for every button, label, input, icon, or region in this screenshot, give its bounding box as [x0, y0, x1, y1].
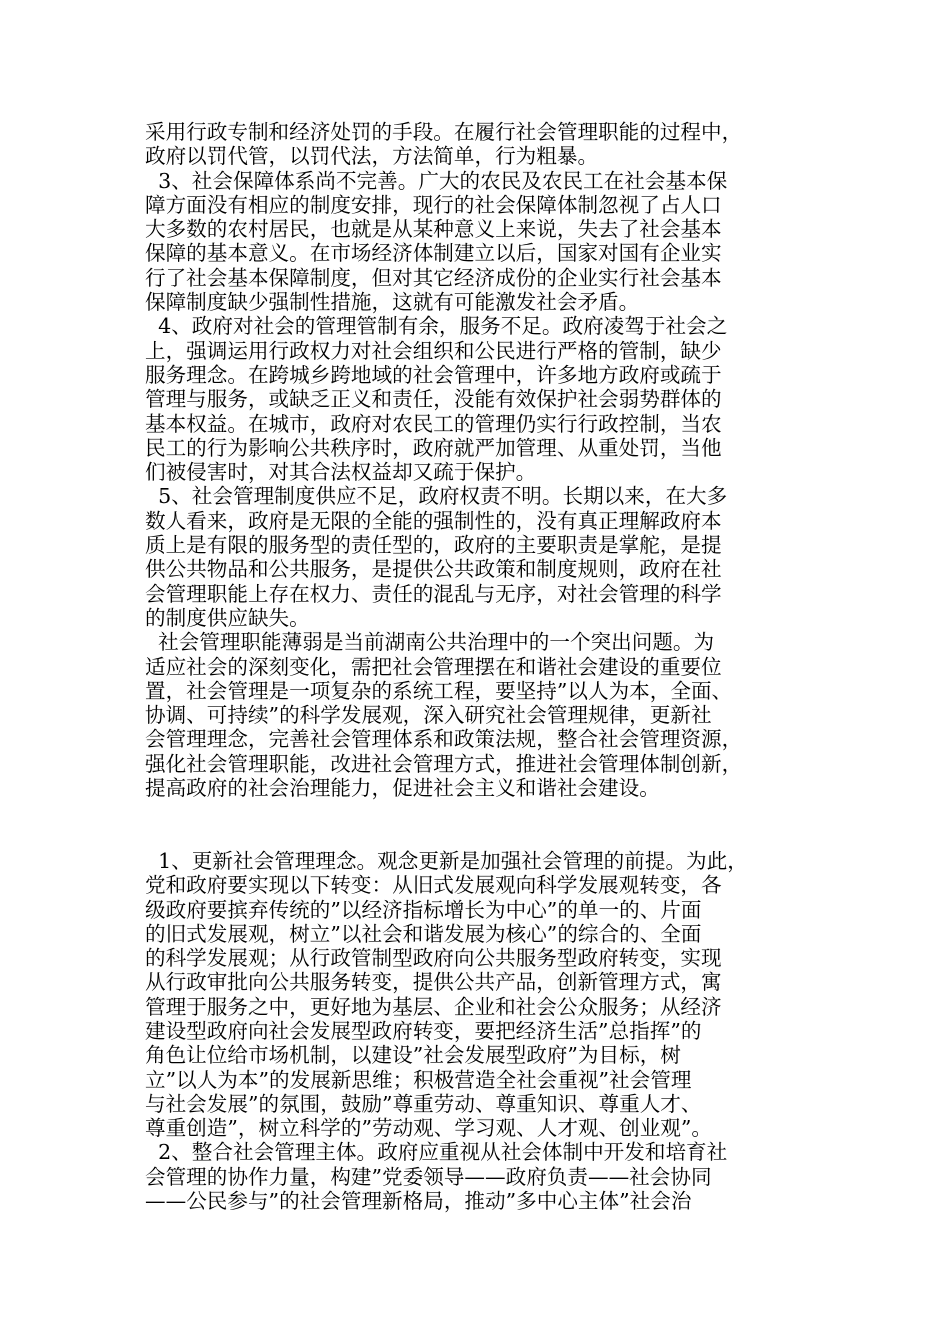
text-line: 质上是有限的服务型的责任型的，政府的主要职责是掌舵，是提 — [145, 533, 722, 558]
text-line: 置，社会管理是一项复杂的系统工程，要坚持”以人为本，全面、 — [145, 678, 733, 703]
text-line: 的科学发展观；从行政管制型政府向公共服务型政府转变，实现 — [145, 946, 722, 971]
paragraph — [145, 484, 805, 630]
text-line: 4、政府对社会的管理管制有余，服务不足。政府凌驾于社会之 — [145, 314, 728, 339]
text-line: 强化社会管理职能，改进社会管理方式，推进社会管理体制创新， — [145, 751, 743, 776]
text-line: 基本权益。在城市，政府对农民工的管理仍实行行政控制，当农 — [145, 411, 722, 436]
text-line: 管理于服务之中，更好地为基层、企业和社会公众服务；从经济 — [145, 994, 722, 1019]
paragraph — [145, 120, 805, 169]
text-line: 大多数的农村居民，也就是从某种意义上来说，失去了社会基本 — [145, 217, 722, 242]
text-line: 会管理职能上存在权力、责任的混乱与无序，对社会管理的科学 — [145, 581, 722, 606]
text-line: 采用行政专制和经济处罚的手段。在履行社会管理职能的过程中， — [145, 120, 743, 144]
paragraph — [145, 630, 805, 800]
text-line: 适应社会的深刻变化，需把社会管理摆在和谐社会建设的重要位 — [145, 654, 722, 679]
paragraph — [145, 849, 805, 1141]
text-line: 2、整合社会管理主体。政府应重视从社会体制中开发和培育社 — [145, 1140, 728, 1165]
text-line: 社会管理职能薄弱是当前湖南公共治理中的一个突出问题。为 — [145, 630, 715, 655]
text-line: 们被侵害时，对其合法权益却又疏于保护。 — [145, 460, 537, 485]
paragraph-gap — [145, 800, 805, 849]
text-line: 会管理的协作力量，构建”党委领导——政府负责——社会协同 — [145, 1164, 712, 1189]
text-line: 供公共物品和公共服务，是提供公共政策和制度规则，政府在社 — [145, 557, 722, 582]
text-line: 的旧式发展观，树立”以社会和谐发展为核心”的综合的、全面 — [145, 921, 702, 946]
text-line: 障方面没有相应的制度安排，现行的社会保障体制忽视了占人口 — [145, 192, 722, 217]
text-line: 从行政审批向公共服务转变，提供公共产品，创新管理方式，寓 — [145, 970, 722, 995]
text-line: 3、社会保障体系尚不完善。广大的农民及农民工在社会基本保 — [145, 168, 728, 193]
text-line: 建设型政府向社会发展型政府转变，要把经济生活”总指挥”的 — [145, 1018, 702, 1043]
text-line: 政府以罚代管，以罚代法，方法简单，行为粗暴。 — [145, 144, 599, 169]
text-line: 保障制度缺少强制性措施，这就有可能激发社会矛盾。 — [145, 290, 640, 315]
text-line: 保障的基本意义。在市场经济体制建立以后，国家对国有企业实 — [145, 241, 722, 266]
text-line: 尊重创造”，树立科学的”劳动观、学习观、人才观、创业观”。 — [145, 1116, 713, 1141]
text-line: ——公民参与”的社会管理新格局，推动”多中心主体”社会治 — [145, 1189, 692, 1214]
text-line: 立”以人为本”的发展新思维；积极营造全社会重视”社会管理 — [145, 1067, 692, 1092]
text-line: 角色让位给市场机制，以建设”社会发展型政府”为目标，树 — [145, 1043, 681, 1068]
text-line: 级政府要摈弃传统的”以经济指标增长为中心”的单一的、片面 — [145, 897, 702, 922]
text-line: 的制度供应缺失。 — [145, 605, 310, 630]
text-line: 上，强调运用行政权力对社会组织和公民进行严格的管制，缺少 — [145, 338, 722, 363]
text-line: 1、更新社会管理理念。观念更新是加强社会管理的前提。为此， — [145, 848, 748, 873]
paragraph — [145, 1140, 805, 1213]
paragraph — [145, 314, 805, 484]
document-page — [145, 120, 805, 1213]
text-line: 数人看来，政府是无限的全能的强制性的，没有真正理解政府本 — [145, 508, 722, 533]
paragraph — [145, 169, 805, 315]
text-line: 协调、可持续”的科学发展观，深入研究社会管理规律，更新社 — [145, 703, 712, 728]
text-line: 服务理念。在跨城乡跨地域的社会管理中，许多地方政府或疏于 — [145, 362, 722, 387]
text-line: 党和政府要实现以下转变：从旧式发展观向科学发展观转变，各 — [145, 873, 722, 898]
text-line: 5、社会管理制度供应不足，政府权责不明。长期以来，在大多 — [145, 484, 728, 509]
text-line: 提高政府的社会治理能力，促进社会主义和谐社会建设。 — [145, 776, 660, 801]
text-line: 与社会发展”的氛围，鼓励”尊重劳动、尊重知识、尊重人才、 — [145, 1091, 702, 1116]
text-line: 行了社会基本保障制度，但对其它经济成份的企业实行社会基本 — [145, 265, 722, 290]
text-line: 会管理理念，完善社会管理体系和政策法规，整合社会管理资源， — [145, 727, 743, 752]
text-line: 民工的行为影响公共秩序时，政府就严加管理、从重处罚，当他 — [145, 435, 722, 460]
text-line: 管理与服务，或缺乏正义和责任，没能有效保护社会弱势群体的 — [145, 387, 722, 412]
